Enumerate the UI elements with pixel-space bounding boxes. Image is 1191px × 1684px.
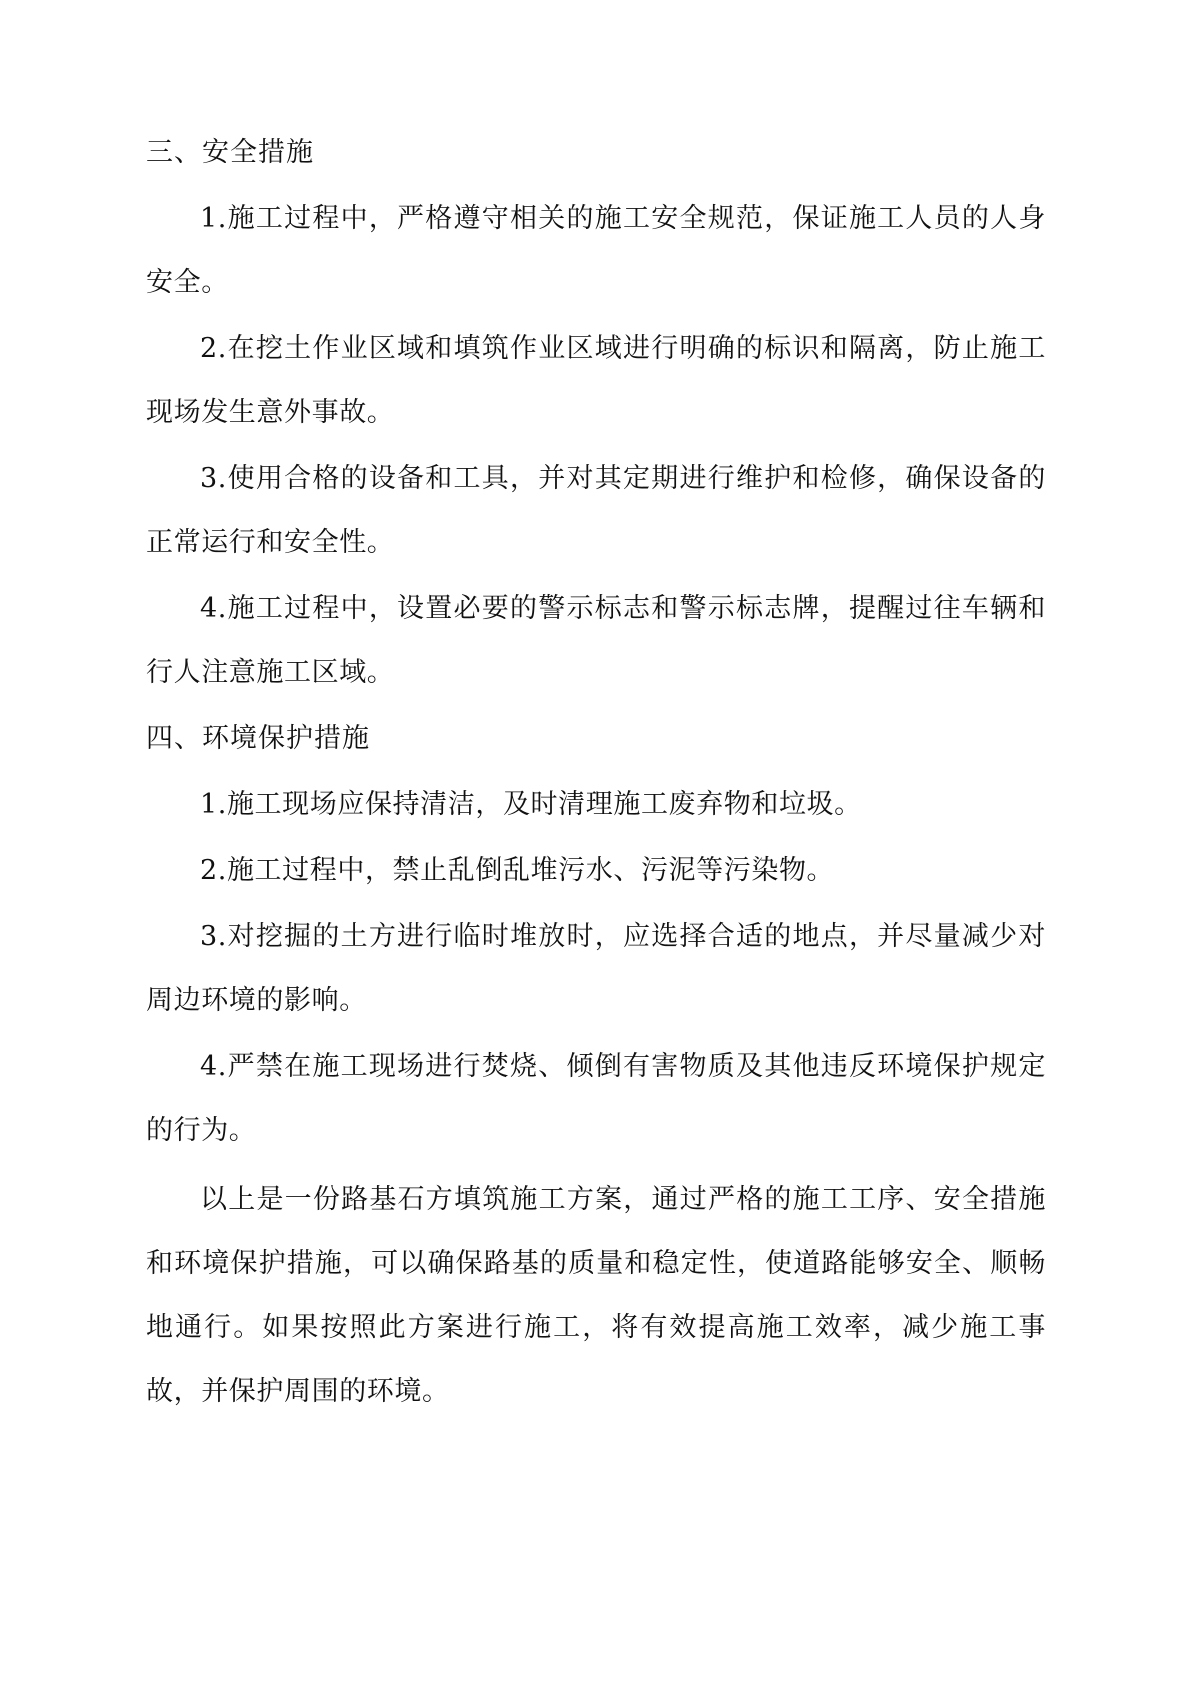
document-body — [146, 130, 1046, 1435]
safety-item-3: 3.使用合格的设备和工具，并对其定期进行维护和检修，确保设备的正常运行和安全性。 — [146, 463, 1046, 558]
safety-item-4: 4.施工过程中，设置必要的警示标志和警示标志牌，提醒过往车辆和行人注意施工区域。 — [146, 593, 1046, 688]
safety-item-1: 1.施工过程中，严格遵守相关的施工安全规范，保证施工人员的人身安全。 — [146, 203, 1046, 298]
environment-item-2: 2.施工过程中，禁止乱倒乱堆污水、污泥等污染物。 — [200, 855, 835, 886]
environment-item-4: 4.严禁在施工现场进行焚烧、倾倒有害物质及其他违反环境保护规定的行为。 — [146, 1051, 1046, 1146]
safety-item-2: 2.在挖土作业区域和填筑作业区域进行明确的标识和隔离，防止施工现场发生意外事故。 — [146, 333, 1046, 428]
section-heading-environment: 四、环境保护措施 — [146, 723, 370, 754]
section-heading-safety: 三、安全措施 — [146, 137, 314, 168]
environment-item-3: 3.对挖掘的土方进行临时堆放时，应选择合适的地点，并尽量减少对周边环境的影响。 — [146, 921, 1046, 1016]
environment-item-1: 1.施工现场应保持清洁，及时清理施工废弃物和垃圾。 — [200, 789, 862, 820]
summary-paragraph: 以上是一份路基石方填筑施工方案，通过严格的施工工序、安全措施和环境保护措施，可以确保路基的质量和稳定性，使道路能够安全、顺畅地通行。如果按照此方案进行施工，将有效提高施工效率，减少施工事故，并保护周围的环境。 — [146, 1184, 1046, 1407]
